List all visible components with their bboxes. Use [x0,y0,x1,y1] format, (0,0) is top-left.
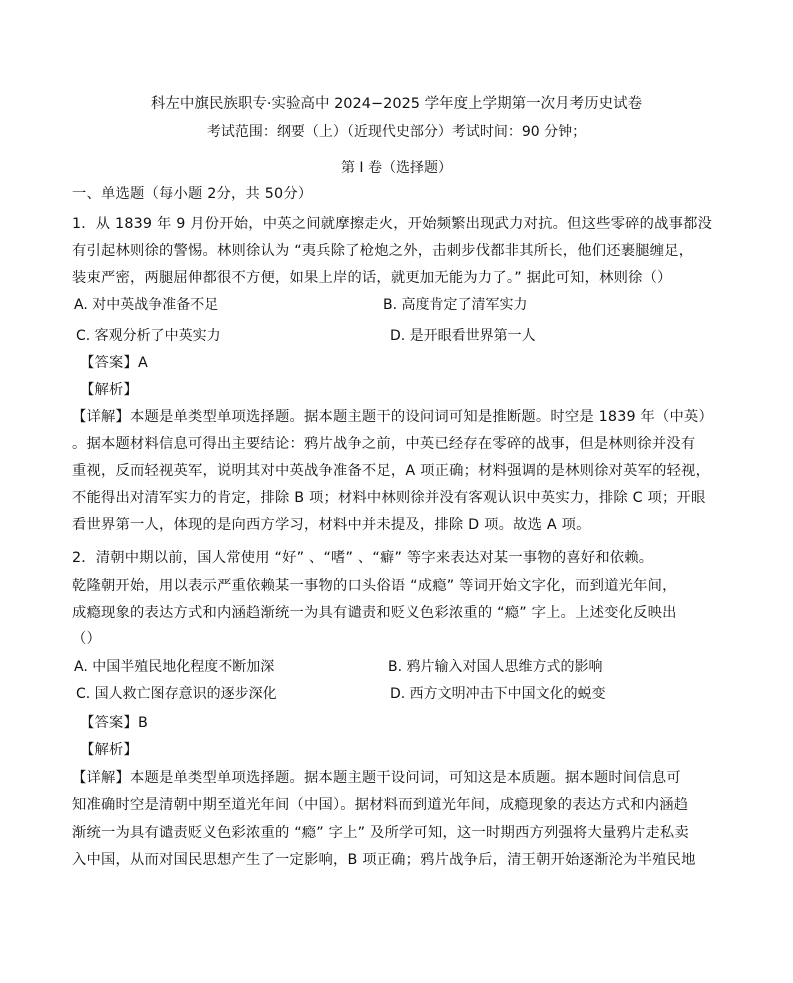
q1-option-a: A. 对中英战争准备不足 [74,297,219,313]
q1-answer: 【答案】A [80,355,148,371]
q1-option-d: D. 是开眼看世界第一人 [390,328,536,344]
q2-stem-line-2: 乾隆朝开始，用以表示严重依赖某一事物的口头俗语 “成瘾” 等词开始文字化，而到道光年间， [72,578,677,594]
q2-analysis-label: 【解析】 [80,742,138,758]
q2-answer: 【答案】B [80,715,148,731]
q1-option-b: B. 高度肯定了清军实力 [383,297,528,313]
q1-detail-line-5: 看世界第一人，体现的是向西方学习，材料中并未提及，排除 D 项。故选 A 项。 [72,517,591,533]
q2-option-a: A. 中国半殖民地化程度不断加深 [74,659,275,675]
q2-stem-line-3: 成瘾现象的表达方式和内涵趋渐统一为具有谴责和贬义色彩浓重的 “瘾” 字上。上述变化反映出 [72,605,677,621]
q2-option-b: B. 鸦片输入对国人思维方式的影响 [388,659,603,675]
q2-option-d: D. 西方文明冲击下中国文化的蜕变 [390,686,606,702]
q1-stem-line-3: 装束严密，两腿屈伸都很不方便，如果上岸的话，就更加无能为力了。” 据此可知，林则徐（） [72,270,672,286]
q2-detail-line-1: 【详解】本题是单类型单项选择题。据本题主题干设问词，可知这是本质题。据本题时间信息可 [72,770,681,786]
q2-detail-line-4: 入中国，从而对国民思想产生了一定影响，B 项正确；鸦片战争后，清王朝开始逐渐沦为半殖民地 [72,852,696,868]
q2-option-c: C. 国人救亡图存意识的逐步深化 [76,686,277,702]
q2-detail-line-2: 知准确时空是清朝中期至道光年间（中国）。据材料而到道光年间，成瘾现象的表达方式和内涵趋 [72,797,689,813]
exam-info: 考试范围：纲要（上）（近现代史部分）考试时间：90 分钟； [206,124,587,140]
q2-stem-line-1: 2．清朝中期以前，国人常使用 “好” 、“嗜” 、“癖” 等字来表达对某一事物的喜好和依赖。 [72,550,654,566]
q1-analysis-label: 【解析】 [80,382,138,398]
q1-detail-line-2: 。据本题材料信息可得出主要结论：鸦片战争之前，中英已经存在零碎的战事，但是林则徐并没有 [72,436,696,452]
q1-stem-line-2: 有引起林则徐的警惕。林则徐认为 “夷兵除了枪炮之外，击刺步伐都非其所长，他们还裹腿缠足， [72,243,694,259]
volume-heading: 第 I 卷（选择题） [340,160,453,176]
q1-option-c: C. 客观分析了中英实力 [76,328,221,344]
q1-detail-line-1: 【详解】本题是单类型单项选择题。据本题主题干的设问词可知是推断题。时空是 1839 年（中英） [72,409,714,425]
q1-stem-line-1: 1．从 1839 年 9 月份开始，中英之间就摩擦走火，开始频繁出现武力对抗。但这些零碎的战事都没 [72,216,713,232]
q2-detail-line-3: 渐统一为具有谴责贬义色彩浓重的 “瘾” 字上” 及所学可知，这一时期西方列强将大量鸦片走私卖 [72,825,689,841]
exam-title: 科左中旗民族职专·实验高中 2024−2025 学年度上学期第一次月考历史试卷 [150,96,643,112]
q1-detail-line-3: 重视，反而轻视英军，说明其对中英战争准备不足，A 项正确；材料强调的是林则徐对英军的轻视， [72,463,711,479]
q2-stem-line-4: （） [72,631,101,647]
q1-detail-line-4: 不能得出对清军实力的肯定，排除 B 项；材料中林则徐并没有客观认识中英实力，排除 C 项；开眼 [72,490,706,506]
section-heading: 一、单选题（每小题 2分，共 50分） [72,186,313,202]
